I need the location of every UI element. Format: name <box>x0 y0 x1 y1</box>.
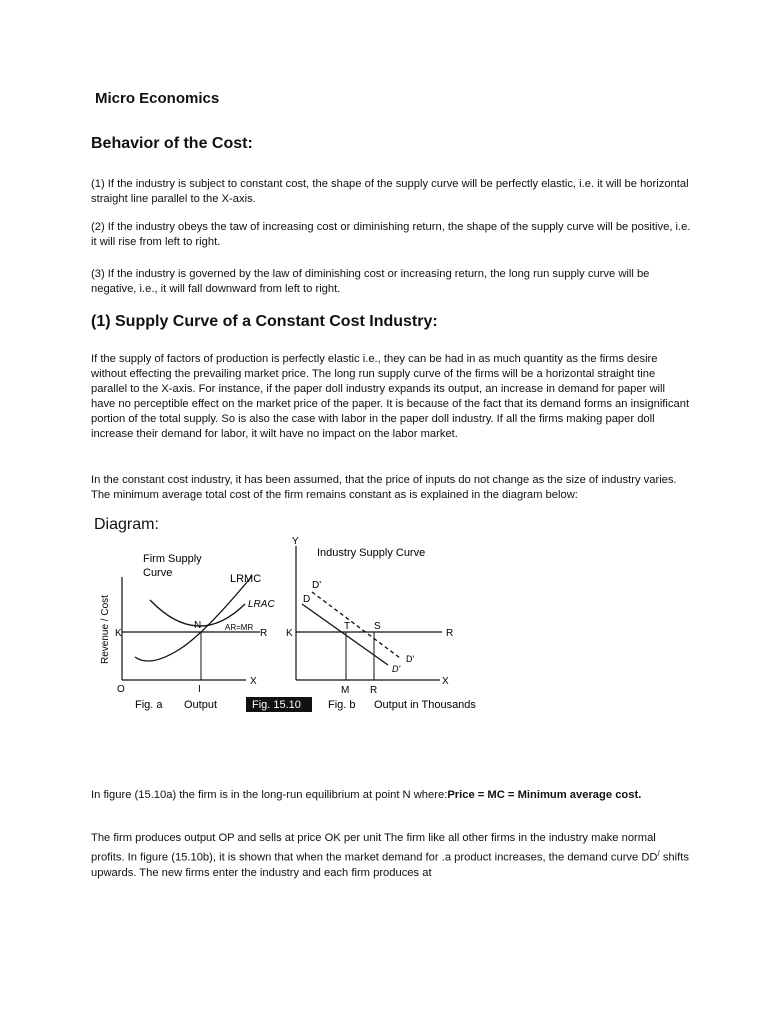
ar-mr-label: AR=MR <box>225 623 254 632</box>
paragraph-1: (1) If the industry is subject to constant cost, the shape of the supply curve will be perfectly elastic, i.e. it will be horizontal straight line parallel to the X-axis. <box>91 178 689 205</box>
paragraph-2: (2) If the industry obeys the taw of increasing cost or diminishing return, the shape of the supply curve will be positive, i.e. it will rise from left to right. <box>91 221 691 248</box>
fig-a-x-label: X <box>250 676 257 687</box>
y-axis-label: Revenue / Cost <box>100 595 111 664</box>
document-title: Micro Economics <box>95 90 220 107</box>
origin-label: O <box>117 684 125 695</box>
point-n-label: N <box>194 620 202 631</box>
supply-curve-figure <box>90 532 510 722</box>
paragraph-6 <box>91 788 691 803</box>
fig-a-r-label: R <box>260 628 268 639</box>
paragraph-5: In the constant cost industry, it has been assumed, that the price of inputs do not change as the size of industry varies. The minimum average total cost of the firm remains constant as is explained in the diagram below: <box>91 474 677 501</box>
point-m-label: M <box>341 685 350 696</box>
paragraph-6-text: In figure (15.10a) the firm is in the long-run equilibrium at point N where: <box>91 789 448 801</box>
section-heading-cost: Behavior of the Cost: <box>91 135 253 152</box>
paragraph-7-sup: / <box>657 849 660 858</box>
fig-b-k-label: K <box>286 628 293 639</box>
lrmc-label: LRMC <box>230 573 262 585</box>
d-prime-bottom-label: D' <box>406 654 415 664</box>
fig-b-title: Industry Supply Curve <box>317 547 426 559</box>
d-top-label: D <box>303 594 311 605</box>
diagram-label: Diagram: <box>94 516 159 533</box>
caption-output-thousands: Output in Thousands <box>374 699 476 711</box>
fig-b-r-label: R <box>446 628 454 639</box>
lrac-label: LRAC <box>248 599 275 610</box>
caption-output: Output <box>184 699 218 711</box>
paragraph-3: (3) If the industry is governed by the law of diminishing cost or increasing return, the long run supply curve will be negative, i.e., it will fall downward from left to right. <box>91 268 650 295</box>
fig-a-title-2: Curve <box>143 567 173 579</box>
lrmc-curve <box>135 576 252 661</box>
fig-b-x-label: X <box>442 676 449 687</box>
fig-a-title-1: Firm Supply <box>143 553 202 565</box>
fig-b-y-label: Y <box>292 536 299 547</box>
paragraph-4: If the supply of factors of production is perfectly elastic i.e., they can be had in as much quantity as the firms desire without effecting the prevailing market price. The long run supply curve of the firms will be a horizontal straight tine parallel to the X-axis. For instance, if the paper doll industry expands its output, an increase in demand for paper will have no perceptible effect on the market price of the paper. It is because of the fact that its demand forms an insignificant portion of the total supply. So is also the case with labor in the paper doll industry. If all the firms making paper doll increase their demand for labor, it wilt have no impact on the labor market. <box>91 353 690 440</box>
fig-a-k-label: K <box>115 628 122 639</box>
point-t-label: T <box>344 621 351 632</box>
paragraph-7 <box>91 831 691 881</box>
demand-curve-dd <box>302 604 388 665</box>
section-heading-constant-cost: (1) Supply Curve of a Constant Cost Industry: <box>91 313 438 330</box>
caption-fig-b: Fig. b <box>328 699 356 711</box>
demand-curve-shifted <box>312 592 400 658</box>
d-prime-top-label: D' <box>312 580 322 591</box>
caption-fig-a: Fig. a <box>135 699 163 711</box>
paragraph-6-bold: Price = MC = Minimum average cost. <box>447 789 642 801</box>
caption-fig-number: Fig. 15.10 <box>252 699 301 711</box>
output-i-label: I <box>198 684 201 695</box>
point-s-label: S <box>374 621 381 632</box>
d-prime-lower-label: D' <box>392 664 401 674</box>
paragraph-7-text-a: The firm produces output OP and sells at price OK per unit The firm like all other firms in the industry make normal profits. In figure (15.10b), it is shown that when the market demand for .a product increases, the demand curve DD <box>91 832 658 864</box>
point-r-output-label: R <box>370 685 378 696</box>
paragraph-7-text-b: shifts upwards. The new firms enter the industry and each firm produces at <box>91 851 689 879</box>
